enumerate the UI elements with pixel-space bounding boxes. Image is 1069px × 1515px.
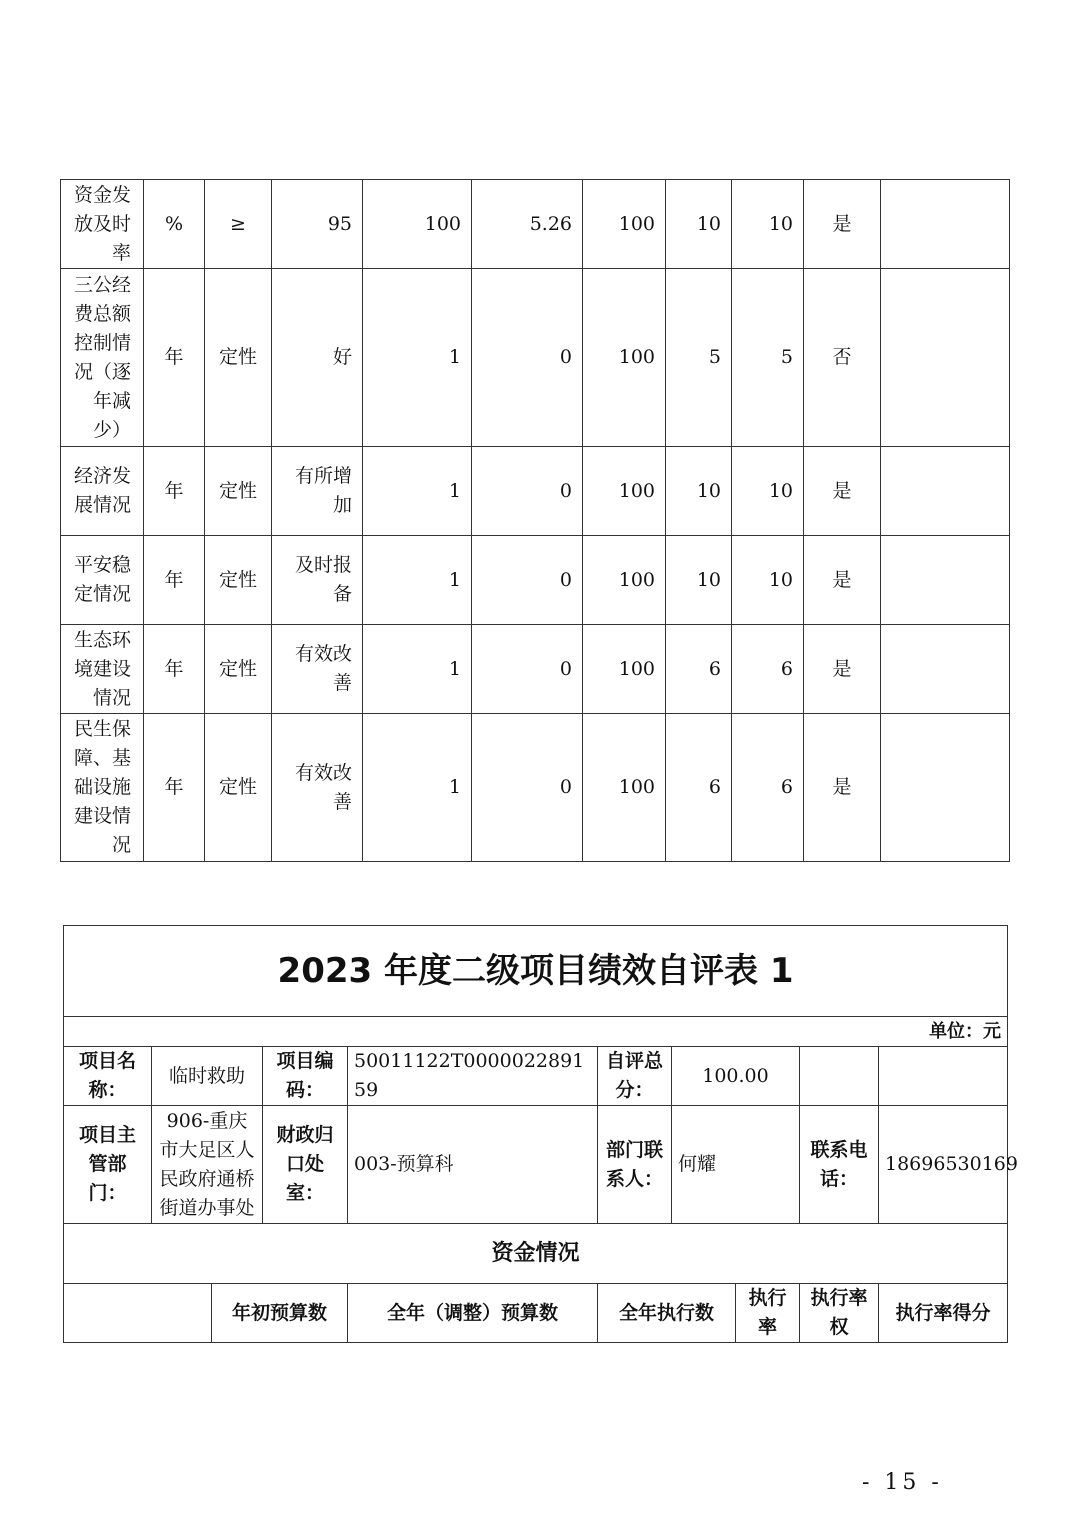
phone-number: 18696530169 bbox=[879, 1106, 1008, 1224]
indicator-note bbox=[881, 625, 1010, 714]
indicator-weight: 0 bbox=[472, 536, 583, 625]
indicator-symbol: 定性 bbox=[205, 269, 272, 447]
finance-office: 003-预算科 bbox=[348, 1106, 598, 1224]
indicator-score: 10 bbox=[666, 180, 732, 269]
indicator-name: 生态环境建设情况 bbox=[61, 625, 144, 714]
empty-cell bbox=[800, 1047, 879, 1106]
indicator-met: 是 bbox=[804, 180, 881, 269]
indicator-full: 6 bbox=[732, 625, 804, 714]
indicator-full: 10 bbox=[732, 536, 804, 625]
indicator-rate: 100 bbox=[583, 625, 666, 714]
indicator-target: 好 bbox=[272, 269, 363, 447]
indicator-rate: 100 bbox=[583, 447, 666, 536]
indicator-name: 平安稳定情况 bbox=[61, 536, 144, 625]
indicator-actual: 100 bbox=[363, 180, 472, 269]
project-name-label: 项目名称： bbox=[64, 1047, 152, 1106]
indicator-unit: 年 bbox=[144, 536, 205, 625]
funds-header: 执行率 bbox=[736, 1284, 800, 1343]
indicator-name: 经济发展情况 bbox=[61, 447, 144, 536]
table-row bbox=[61, 447, 1010, 536]
finance-label: 财政归口处室： bbox=[263, 1106, 348, 1224]
indicator-score: 10 bbox=[666, 447, 732, 536]
table-row bbox=[61, 269, 1010, 447]
unit-label: 单位：元 bbox=[64, 1017, 1008, 1047]
indicator-met: 是 bbox=[804, 714, 881, 862]
empty-cell bbox=[879, 1047, 1008, 1106]
indicator-note bbox=[881, 714, 1010, 862]
project-name: 临时救助 bbox=[152, 1047, 263, 1106]
indicator-note bbox=[881, 447, 1010, 536]
indicator-full: 10 bbox=[732, 447, 804, 536]
indicator-symbol: 定性 bbox=[205, 536, 272, 625]
indicator-full: 10 bbox=[732, 180, 804, 269]
project-code-label: 项目编码： bbox=[263, 1047, 348, 1106]
phone-label: 联系电话： bbox=[800, 1106, 879, 1224]
indicator-weight: 5.26 bbox=[472, 180, 583, 269]
table-row bbox=[61, 625, 1010, 714]
funds-header: 年初预算数 bbox=[212, 1284, 348, 1343]
indicator-unit: % bbox=[144, 180, 205, 269]
indicator-name: 资金发放及时率 bbox=[61, 180, 144, 269]
table-row bbox=[61, 536, 1010, 625]
empty-cell bbox=[64, 1284, 212, 1343]
indicator-weight: 0 bbox=[472, 714, 583, 862]
funds-header: 执行率得分 bbox=[879, 1284, 1008, 1343]
funds-section-title: 资金情况 bbox=[64, 1224, 1008, 1284]
indicator-full: 6 bbox=[732, 714, 804, 862]
indicator-unit: 年 bbox=[144, 269, 205, 447]
indicator-score: 5 bbox=[666, 269, 732, 447]
page-number: - 15 - bbox=[862, 1470, 943, 1495]
self-evaluation-form bbox=[63, 925, 1018, 1343]
indicator-table bbox=[60, 179, 1010, 862]
indicator-weight: 0 bbox=[472, 269, 583, 447]
indicator-actual: 1 bbox=[363, 625, 472, 714]
indicator-score: 10 bbox=[666, 536, 732, 625]
indicator-met: 是 bbox=[804, 625, 881, 714]
funds-header: 全年执行数 bbox=[598, 1284, 736, 1343]
indicator-score: 6 bbox=[666, 625, 732, 714]
indicator-target: 及时报备 bbox=[272, 536, 363, 625]
indicator-symbol: 定性 bbox=[205, 447, 272, 536]
self-score-label: 自评总分： bbox=[598, 1047, 672, 1106]
indicator-target: 95 bbox=[272, 180, 363, 269]
form-title: 2023 年度二级项目绩效自评表 1 bbox=[64, 926, 1008, 1017]
self-score: 100.00 bbox=[672, 1047, 800, 1106]
indicator-unit: 年 bbox=[144, 625, 205, 714]
indicator-note bbox=[881, 269, 1010, 447]
dept: 906-重庆市大足区人民政府通桥街道办事处 bbox=[152, 1106, 263, 1224]
indicator-symbol: 定性 bbox=[205, 714, 272, 862]
indicator-met: 是 bbox=[804, 447, 881, 536]
indicator-met: 是 bbox=[804, 536, 881, 625]
indicator-rate: 100 bbox=[583, 536, 666, 625]
indicator-name: 三公经费总额控制情况（逐年减少） bbox=[61, 269, 144, 447]
indicator-rate: 100 bbox=[583, 714, 666, 862]
contact-person: 何耀 bbox=[672, 1106, 800, 1224]
indicator-weight: 0 bbox=[472, 625, 583, 714]
indicator-actual: 1 bbox=[363, 269, 472, 447]
indicator-weight: 0 bbox=[472, 447, 583, 536]
indicator-symbol: 定性 bbox=[205, 625, 272, 714]
project-code: 50011122T000002289159 bbox=[348, 1047, 598, 1106]
indicator-rate: 100 bbox=[583, 180, 666, 269]
indicator-unit: 年 bbox=[144, 714, 205, 862]
indicator-actual: 1 bbox=[363, 714, 472, 862]
indicator-met: 否 bbox=[804, 269, 881, 447]
funds-header: 全年（调整）预算数 bbox=[348, 1284, 598, 1343]
indicator-target: 有效改善 bbox=[272, 714, 363, 862]
indicator-note bbox=[881, 180, 1010, 269]
indicator-target: 有效改善 bbox=[272, 625, 363, 714]
indicator-rate: 100 bbox=[583, 269, 666, 447]
indicator-full: 5 bbox=[732, 269, 804, 447]
table-row bbox=[61, 180, 1010, 269]
dept-label: 项目主管部门： bbox=[64, 1106, 152, 1224]
funds-header: 执行率权 bbox=[800, 1284, 879, 1343]
indicator-score: 6 bbox=[666, 714, 732, 862]
indicator-name: 民生保障、基础设施建设情况 bbox=[61, 714, 144, 862]
contact-label: 部门联系人： bbox=[598, 1106, 672, 1224]
indicator-target: 有所增加 bbox=[272, 447, 363, 536]
indicator-symbol: ≥ bbox=[205, 180, 272, 269]
indicator-actual: 1 bbox=[363, 536, 472, 625]
indicator-unit: 年 bbox=[144, 447, 205, 536]
indicator-note bbox=[881, 536, 1010, 625]
table-row bbox=[61, 714, 1010, 862]
indicator-actual: 1 bbox=[363, 447, 472, 536]
